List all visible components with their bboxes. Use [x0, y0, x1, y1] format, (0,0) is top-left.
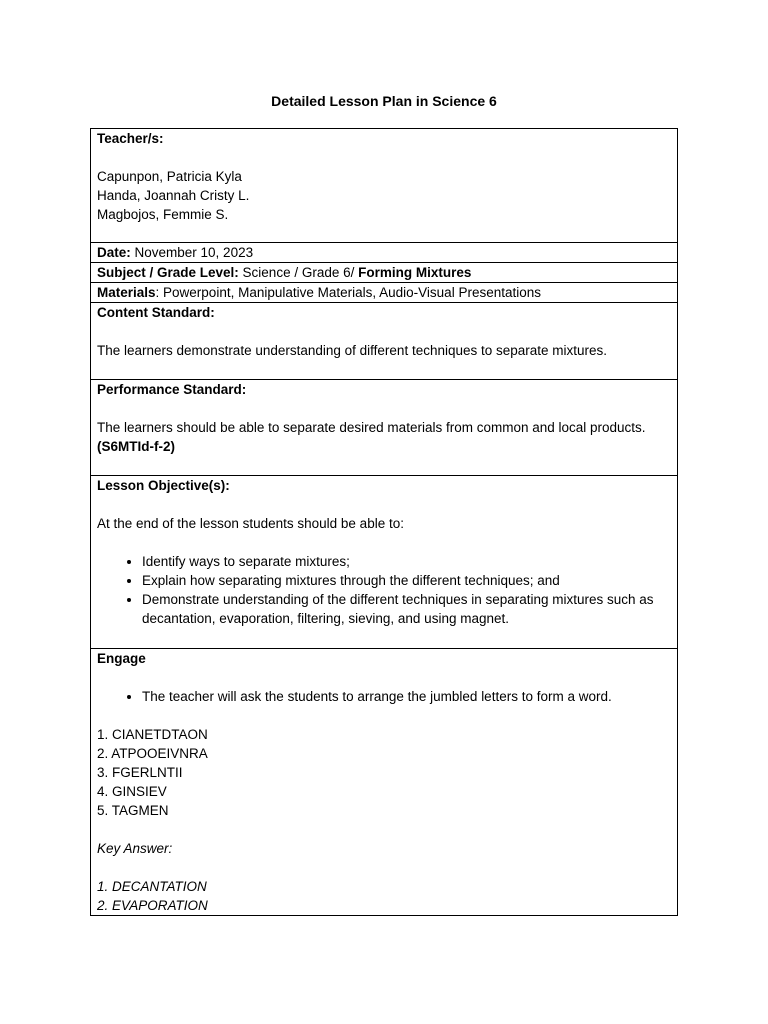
- engage-label: Engage: [97, 651, 146, 666]
- engage-list: [97, 687, 671, 706]
- subject-topic: Forming Mixtures: [358, 265, 472, 280]
- key-answer-label: Key Answer:: [97, 841, 173, 856]
- objectives-cell: [91, 476, 678, 649]
- objectives-intro: At the end of the lesson students should be able to:: [97, 516, 404, 531]
- performance-standard-text: The learners should be able to separate desired materials from common and local products.: [97, 420, 646, 435]
- engage-cell: [91, 649, 678, 916]
- performance-standard-label: Performance Standard:: [97, 382, 247, 397]
- teacher-name: Magbojos, Femmie S.: [97, 207, 229, 222]
- content-standard-label: Content Standard:: [97, 305, 215, 320]
- materials-row: [91, 283, 678, 303]
- list-item: • Identify ways to separate mixtures;: [142, 552, 671, 571]
- teachers-row: [91, 129, 678, 243]
- materials-value: : Powerpoint, Manipulative Materials, Audio-Visual Presentations: [155, 285, 541, 300]
- objectives-label: Lesson Objective(s):: [97, 478, 230, 493]
- objectives-list: [97, 552, 671, 628]
- performance-standard-cell: [91, 380, 678, 476]
- list-item: • Demonstrate understanding of the different techniques in separating mixtures such as decantation, evaporation, filtering, sieving, and using magnet.: [142, 590, 671, 628]
- jumbled-word: 4. GINSIEV: [97, 784, 167, 799]
- teacher-name: Handa, Joannah Cristy L.: [97, 188, 250, 203]
- materials-cell: [91, 283, 678, 303]
- list-item: • The teacher will ask the students to arrange the jumbled letters to form a word.: [142, 687, 671, 706]
- subject-value: Science / Grade 6/: [238, 265, 359, 280]
- date-cell: [91, 243, 678, 263]
- date-value: November 10, 2023: [130, 245, 254, 260]
- subject-cell: [91, 263, 678, 283]
- jumbled-word: 5. TAGMEN: [97, 803, 169, 818]
- subject-label: Subject / Grade Level:: [97, 265, 239, 280]
- teachers-label: Teacher/s:: [97, 131, 164, 146]
- materials-label: Materials: [97, 285, 156, 300]
- content-standard-text: The learners demonstrate understanding of different techniques to separate mixtures.: [97, 343, 608, 358]
- lesson-plan-table: [90, 128, 678, 916]
- jumbled-word: 3. FGERLNTII: [97, 765, 183, 780]
- subject-row: [91, 263, 678, 283]
- content-standard-cell: [91, 303, 678, 380]
- performance-standard-row: [91, 380, 678, 476]
- jumbled-word: 2. ATPOOEIVNRA: [97, 746, 208, 761]
- teacher-name: Capunpon, Patricia Kyla: [97, 169, 242, 184]
- jumbled-word: 1. CIANETDTAON: [97, 727, 208, 742]
- date-label: Date:: [97, 245, 131, 260]
- teachers-cell: [91, 129, 678, 243]
- performance-standard-code: (S6MTId-f-2): [97, 439, 175, 454]
- content-standard-row: [91, 303, 678, 380]
- date-row: [91, 243, 678, 263]
- objectives-row: [91, 476, 678, 649]
- document-title: Detailed Lesson Plan in Science 6: [271, 93, 497, 109]
- key-answer: 2. EVAPORATION: [97, 898, 208, 913]
- key-answer: 1. DECANTATION: [97, 879, 207, 894]
- engage-row: [91, 649, 678, 916]
- list-item: • Explain how separating mixtures through the different techniques; and: [142, 571, 671, 590]
